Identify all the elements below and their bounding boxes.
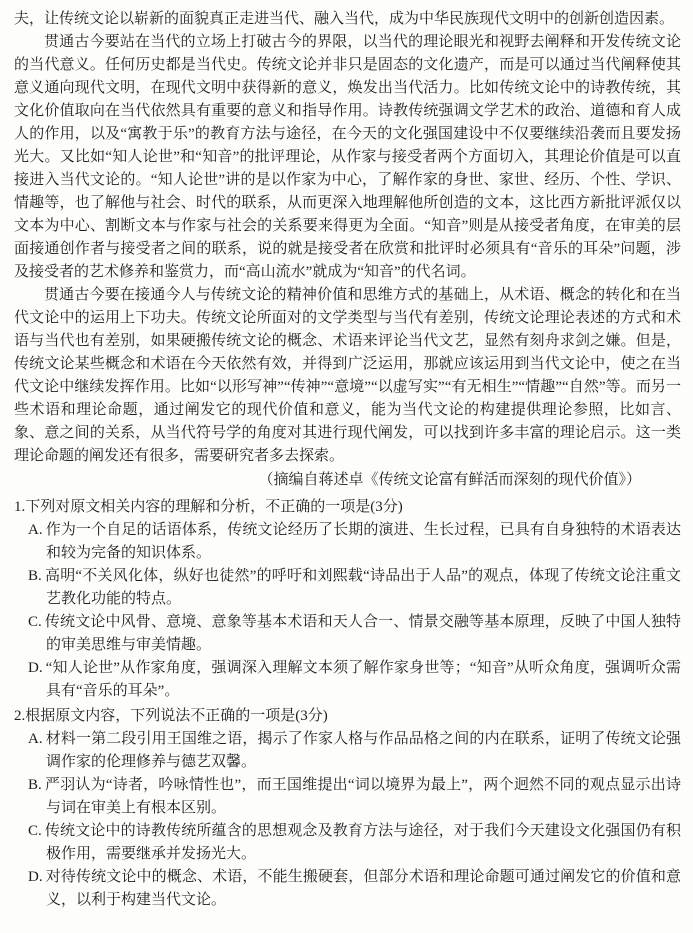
option-text: 对待传统文论中的概念、术语，不能生搬硬套，但部分术语和理论命题可通过阐发它的价值和意义，以利于构建当代文论。: [45, 869, 681, 908]
question-2-option-b: [14, 774, 681, 820]
option-text: 严羽认为“诗者，吟咏情性也”，而王国维提出“词以境界为最上”，两个迥然不同的观点显示出诗与词在审美上有根本区别。: [44, 777, 681, 816]
source-attribution: （摘编自蒋述卓《传统文论富有鲜活而深刻的现代价值》）: [258, 472, 641, 488]
question-2: [14, 705, 681, 912]
option-text: 传统文论中的诗教传统所蕴含的思想观念及教育方法与途径，对于我们今天建设文化强国仍有积极作用，需要继承并发扬光大。: [44, 823, 681, 862]
passage-paragraph-2: 贯通古今要在接通今人与传统文论的精神价值和思维方式的基础上，从术语、概念的转化和在当代文论中的运用上下功夫。传统文论所面对的文学类型与当代有差别，传统文论理论表述的方式和术语与当代也有差别，如果硬搬传统文论的概念、术语来评论当代文艺，显然有刻舟求剑之嫌。但是，传统文论某些概念和术语在今天依然有效，并得到广泛运用，那就应该运用到当代文论中，使之在当代文论中继续发挥作用。比如“以形写神”“传神”“意境”“以虚写实”“有无相生”“情趣”“自然”等。而另一些术语和理论命题，通过阐发它的现代价值和意义，能为当代文论的构建提供理论参照，比如言、象、意之间的关系，从当代符号学的角度对其进行现代阐发，可以找到许多丰富的理论启示。这一类理论命题的阐发还有很多，需要研究者多去探索。: [14, 287, 681, 464]
option-label: B.: [28, 568, 42, 584]
passage-continuation-line: 夫，让传统文论以崭新的面貌真正走进当代、融入当代，成为中华民族现代文明中的创新创造因素。: [14, 11, 675, 27]
option-label: D.: [28, 869, 43, 885]
question-2-option-a: [14, 728, 681, 774]
question-1-option-b: [14, 565, 681, 611]
option-text: 作为一个自足的话语体系，传统文论经历了长期的演进、生长过程，已具有自身独特的术语表达和较为完备的知识体系。: [45, 522, 681, 561]
questions-section: [14, 496, 681, 912]
question-2-option-c: [14, 820, 681, 866]
question-2-option-d: [14, 866, 681, 912]
option-label: B.: [28, 777, 42, 793]
question-2-stem: 2.根据原文内容，下列说法不正确的一项是(3分): [14, 708, 328, 724]
passage-paragraph-1: 贯通古今要站在当代的立场上打破古今的界限，以当代的理论眼光和视野去阐释和开发传统文论的当代意义。任何历史都是当代史。传统文论并非只是固态的文化遗产，而是可以通过当代阐释使其意义通向现代文明，在现代文明中获得新的意义，焕发出当代活力。比如传统文论中的诗教传统，其文化价值取向在当代依然具有重要的意义和指导作用。诗教传统强调文学艺术的政治、道德和育人成人的作用，以及“寓教于乐”的教育方法与途径，在今天的文化强国建设中不仅要继续沿袭而且要发扬光大。又比如“知人论世”和“知音”的批评理论，从作家与接受者两个方面切入，其理论价值是可以直接进入当代文论的。“知人论世”讲的是以作家为中心，了解作家的身世、家世、经历、个性、学识、情趣等，也了解他与社会、时代的联系，从而更深入地理解他所创造的文本，这比西方新批评派仅以文本为中心、割断文本与作家与社会的关系要来得更为全面。“知音”则是从接受者角度，在审美的层面接通创作者与接受者之间的联系，说的就是接受者在欣赏和批评时必须具有“音乐的耳朵”问题，涉及接受者的艺术修养和鉴赏力，而“高山流水”就成为“知音”的代名词。: [14, 34, 681, 280]
question-1-option-d: [14, 657, 681, 703]
option-label: C.: [28, 614, 42, 630]
option-text: “知人论世”从作家角度，强调深入理解文本须了解作家身世等；“知音”从听众角度，强调听众需具有“音乐的耳朵”。: [45, 660, 681, 699]
option-label: A.: [28, 731, 43, 747]
option-label: C.: [28, 823, 42, 839]
option-text: 材料一第二段引用王国维之语，揭示了作家人格与作品品格之间的内在联系，证明了传统文论强调作家的伦理修养与德艺双馨。: [45, 731, 681, 770]
option-text: 高明“不关风化体，纵好也徒然”的呼吁和刘熙载“诗品出于人品”的观点，体现了传统文论注重文艺教化功能的特点。: [44, 568, 681, 607]
option-label: A.: [28, 522, 43, 538]
question-1: [14, 496, 681, 703]
question-1-option-c: [14, 611, 681, 657]
question-1-option-a: [14, 519, 681, 565]
question-1-stem: 1.下列对原文相关内容的理解和分析，不正确的一项是(3分): [14, 499, 403, 515]
reading-passage: [14, 8, 681, 492]
option-text: 传统文论中风骨、意境、意象等基本术语和天人合一、情景交融等基本原理，反映了中国人独特的审美思维与审美情趣。: [44, 614, 681, 653]
option-label: D.: [28, 660, 43, 676]
